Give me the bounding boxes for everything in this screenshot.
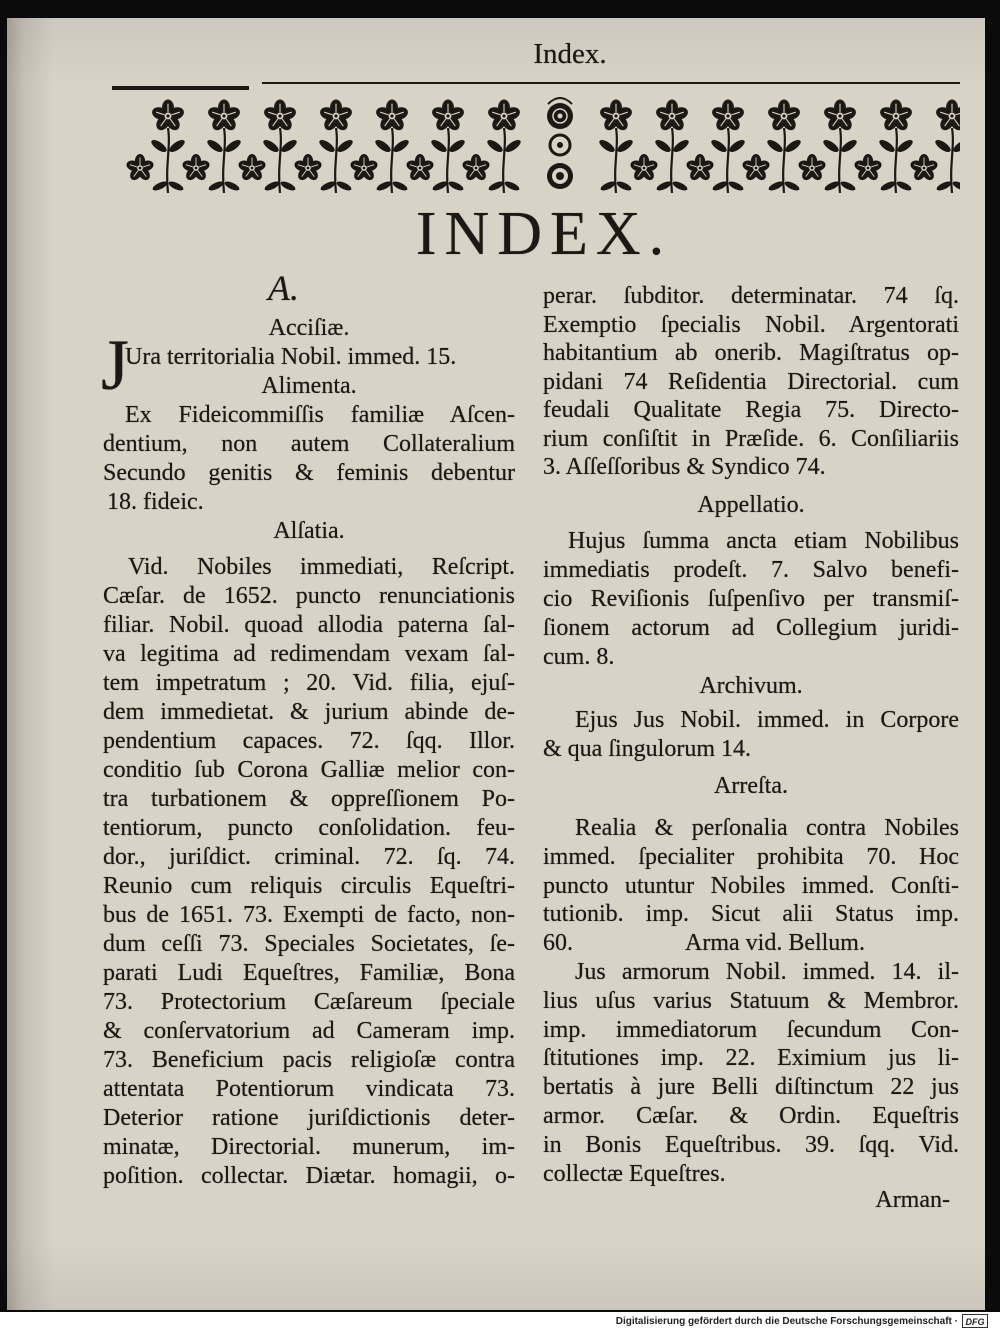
index-entry-line: Secundo genitis & feminis debentur [103,460,515,486]
left-column-alsatia [103,553,515,1191]
flower-ornament [822,100,857,133]
index-entry-line: dor., juriſdict. criminal. 72. ſq. 74. [103,844,515,870]
index-entry-line: 18. fideic. [107,489,204,515]
index-entry-line: Deterior ratione juriſdictionis deter- [103,1105,515,1131]
flower-ornament [150,100,185,133]
flower-ornament [262,100,297,133]
flower-ornament [710,100,745,133]
page-title: INDEX. [415,200,673,268]
flower-ornament [181,154,211,182]
index-entry-line: tutionib. imp. Sicut alii Status imp. [543,901,959,928]
index-entry-line: rium conſiſtit in Præſide. 6. Conſiliariis [543,425,959,452]
index-entry-line: Realia & perſonalia contra Nobiles [575,815,959,841]
left-column-top [103,314,515,546]
flower-ornament [766,100,801,133]
flower-ornament [853,154,883,182]
flower-ornament [909,154,939,182]
flower-ornament [237,154,267,182]
index-entry-line: dum ceſſi 73. Speciales Societates, ſe- [103,931,515,957]
index-entry-line: pendentium capaces. 72. ſqq. Illor. [103,728,515,754]
flower-ornament [654,100,689,133]
flower-ornament [430,100,465,133]
index-entry-line: Exemptio ſpecialis Nobil. Argentorati [543,311,959,338]
index-entry-line: bertatis à jure Belli diſtinctum 22 jus [543,1074,959,1101]
flower-ornament [461,154,491,182]
right-column-arresta [543,814,959,1188]
ornamental-headpiece [110,96,960,196]
index-entry-line: 73. Beneficium pacis religioſæ contra [103,1047,515,1073]
index-entry-line: filiar. Nobil. quoad allodia paterna ſal- [103,612,515,638]
right-heading-archivum [543,672,959,701]
index-heading: Arreſta. [714,773,788,799]
flower-ornament [206,100,241,133]
index-heading: Appellatio. [697,492,805,518]
ornament-stem [317,128,354,193]
index-entry-line: perar. ſubditor. determinatar. 74 ſq. [543,283,959,309]
index-entry-line: habitantium ab onerib. Magiſtratus op- [543,340,959,366]
index-entry-line: imp. immediatorum ſecundum Con- [543,1016,959,1043]
right-column-appellatio [543,527,959,672]
index-entry-line: Vid. Nobiles immediati, Reſcript. [128,554,515,580]
footer-credit: Digitalisierung gefördert durch die Deutsche Forschungsgemeinschaft · [615,1316,958,1327]
index-entry-line: Cæſar. de 1652. puncto renunciationis [103,583,515,609]
drop-cap: J [101,325,130,405]
ornament-stem [373,128,410,193]
ornament-stem [765,128,802,193]
index-entry-line: attentata Potentiorum vindicata 73. [103,1076,515,1102]
flower-ornament [486,100,521,133]
index-heading: Acciſiæ. [268,315,350,341]
flower-ornament [405,154,435,182]
ornament-stem [149,128,186,193]
index-entry-line: bus de 1651. 73. Exempti de facto, non- [103,902,515,928]
ornament-stem [429,128,466,193]
index-entry-line: Hujus ſumma ancta etiam Nobilibus [568,528,959,554]
index-entry-line: immed. ſpecialiter prohibita 70. Hoc [543,843,959,870]
ornament-stem [205,128,242,193]
ornament-stem [709,128,746,193]
index-entry-line: feudali Qualitate Regia 75. Directo- [543,397,959,423]
flower-ornament [598,100,633,133]
index-entry-line: collectæ Equeſtres. [543,1160,726,1187]
index-entry-line: Ex Fideicommiſſis familiæ Aſcen- [125,402,515,428]
index-entry-line: Ura territorialia Nobil. immed. 15. [125,344,457,370]
index-entry-line: immediatis prodeſt. 7. Salvo benefi- [543,557,959,583]
index-entry-line: & qua ſingulorum 14. [543,736,751,762]
index-heading: Archivum. [699,673,803,699]
index-entry-line: puncto utuntur Nobiles immed. Conſti- [543,872,959,899]
index-entry-line: dentium, non autem Collateralium [103,431,515,457]
right-column-continued [543,282,959,482]
flower-ornament [878,100,913,133]
index-entry-line: armor. Cæſar. & Ordin. Equeſtris [543,1102,959,1129]
center-medallion [547,98,573,189]
index-entry-line: va legitima ad redimendam vexam ſal- [103,641,515,667]
index-entry-line: poſition. collectar. Diætar. homagii, o- [103,1163,515,1189]
running-head: Index. [533,38,607,70]
index-entry-line [543,929,959,958]
index-entry-line: dem immedietat. & jurium abinde de- [103,699,515,725]
right-column-archivum [543,706,959,764]
dfg-logo: DFG [962,1314,988,1328]
ornament-stem [653,128,690,193]
index-entry-line: tentiorum, puncto conſolidation. feu- [103,815,515,841]
flower-ornament [741,154,771,182]
flower-ornament [293,154,323,182]
index-entry-line: lius uſus varius Statuum & Membror. [543,987,959,1014]
index-entry-line: cio Reviſionis ſuſpenſivo per transmiſ- [543,586,959,612]
index-entry-line: Ejus Jus Nobil. immed. in Corpore [575,707,959,733]
index-entry-line: ſtitutiones imp. 22. Eximium jus li- [543,1045,959,1072]
index-entry-end: 60. [543,930,573,957]
index-entry-line: in Bonis Equeſtribus. 39. ſqq. Vid. [543,1131,959,1158]
ornament-stem [933,128,960,193]
ornament-stem [821,128,858,193]
index-entry-line: minatæ, Directorial. munerum, im- [103,1134,515,1160]
index-entry-line: Jus armorum Nobil. immed. 14. il- [575,958,959,985]
flower-ornament [797,154,827,182]
index-entry-line: cum. 8. [543,644,615,670]
index-entry-line: tem impetratum ; 20. Vid. filia, ejuſ- [103,670,515,696]
flower-ornament [125,154,155,182]
flower-ornament [318,100,353,133]
index-entry-line: conditio ſub Corona Galliæ melior con- [103,757,515,783]
right-heading-appellatio [543,491,959,520]
flower-ornament [934,100,960,133]
header-rule [262,82,960,84]
right-heading-arresta [543,772,959,801]
flower-ornament [685,154,715,182]
flower-ornament [349,154,379,182]
index-entry-line: ſionem actorum ad Collegium juridi- [543,615,959,641]
flower-ornament [374,100,409,133]
index-entry-line: tra turbationem & oppreſſionem Po- [103,786,515,812]
index-entry-line: Reunio cum reliquis circulis Equeſtri- [103,873,515,899]
ornament-stem [485,128,522,193]
index-entry-line: 3. Aſſeſſoribus & Syndico 74. [543,454,826,480]
index-heading: Alimenta. [261,373,357,399]
catchword: Arman- [875,1187,950,1213]
header-rule-heavy [112,86,249,90]
letter-heading: A. [268,268,299,308]
index-entry-line: 73. Protectorium Cæſareum ſpeciale [103,989,515,1015]
ornament-stem [877,128,914,193]
index-heading: Arma vid. Bellum. [685,930,865,957]
flower-ornament [629,154,659,182]
index-entry-line: pidani 74 Reſidentia Directorial. cum [543,368,959,395]
index-entry-line: parati Ludi Equeſtres, Familiæ, Bona [103,960,515,986]
ornament-stem [597,128,634,193]
index-heading: Alſatia. [273,518,345,544]
ornament-stem [261,128,298,193]
index-entry-line: & conſervatorium ad Cameram imp. [103,1018,515,1044]
